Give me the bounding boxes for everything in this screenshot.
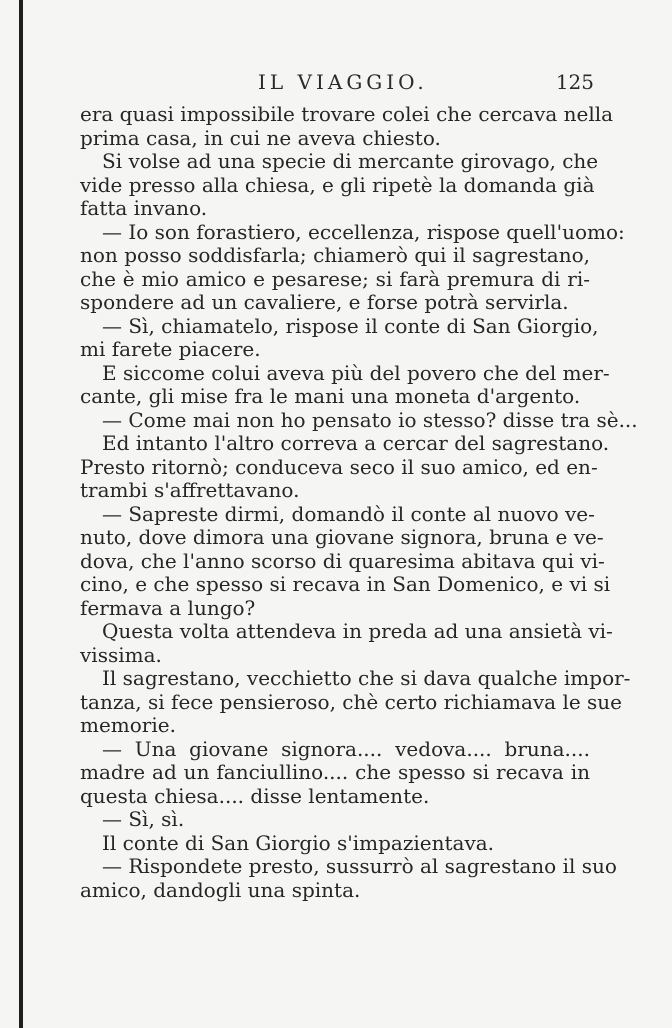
text-line: amico, dandogli una spinta. xyxy=(80,877,361,902)
text-line: spondere ad un cavaliere, e forse potrà servirla. xyxy=(80,290,569,314)
text-line: fatta invano. xyxy=(80,196,208,220)
text-line: dova, che l'anno scorso di quaresima abitava qui vi- xyxy=(80,548,605,573)
text-line: trambi s'affrettavano. xyxy=(80,478,300,502)
text-line: Questa volta attendeva in preda ad una ansietà vi- xyxy=(102,619,613,643)
page-number: 125 xyxy=(555,70,594,94)
text-line: tanza, si fece pensieroso, chè certo richiamava le sue xyxy=(80,689,623,714)
page-header xyxy=(80,70,600,96)
text-line: E siccome colui aveva più del povero che del mer- xyxy=(102,360,610,385)
text-line: che è mio amico e pesarese; si farà premura di ri- xyxy=(80,266,590,291)
body-text xyxy=(80,102,638,902)
text-line: vissima. xyxy=(80,642,162,667)
running-title: IL VIAGGIO. xyxy=(258,70,428,94)
text-line: non posso soddisfarla; chiamerò qui il sagrestano, xyxy=(80,243,590,267)
text-line: questa chiesa.... disse lentamente. xyxy=(80,783,430,808)
binding-edge-rule xyxy=(19,0,23,1028)
text-line: era quasi impossibile trovare colei che cercava nella xyxy=(80,102,614,126)
text-line: — Una giovane signora.... vedova.... bruna.... xyxy=(102,736,590,761)
text-line: — Rispondete presto, sussurrò al sagrestano il suo xyxy=(102,854,617,878)
text-line: nuto, dove dimora una giovane signora, bruna e ve- xyxy=(80,525,604,549)
text-line: madre ad un fanciullino.... che spesso si recava in xyxy=(80,760,590,784)
text-line: Presto ritornò; conduceva seco il suo amico, ed en- xyxy=(80,454,598,479)
text-line: cante, gli mise fra le mani una moneta d'argento. xyxy=(80,384,581,408)
text-line: Si volse ad una specie di mercante girovago, che xyxy=(102,149,599,173)
text-line: — Sì, chiamatelo, rispose il conte di San Giorgio, xyxy=(102,313,599,338)
text-line: — Sapreste dirmi, domandò il conte al nuovo ve- xyxy=(102,501,595,526)
text-line: fermava a lungo? xyxy=(80,595,256,620)
text-line: prima casa, in cui ne aveva chiesto. xyxy=(80,125,441,150)
text-line: cino, e che spesso si recava in San Domenico, e vi si xyxy=(80,572,611,596)
text-line: Il conte di San Giorgio s'impazientava. xyxy=(102,830,495,855)
text-line: vide presso alla chiesa, e gli ripetè la domanda già xyxy=(80,172,595,197)
text-line: — Come mai non ho pensato io stesso? disse tra sè... xyxy=(102,407,638,432)
text-line: memorie. xyxy=(80,713,176,737)
text-line: Ed intanto l'altro correva a cercar del sagrestano. xyxy=(102,431,610,455)
text-line: — Sì, sì. xyxy=(102,807,185,831)
text-line: mi farete piacere. xyxy=(80,337,261,361)
text-line: — Io son forastiero, eccellenza, rispose quell'uomo: xyxy=(102,219,625,244)
text-line: Il sagrestano, vecchietto che si dava qualche impor- xyxy=(102,666,631,690)
